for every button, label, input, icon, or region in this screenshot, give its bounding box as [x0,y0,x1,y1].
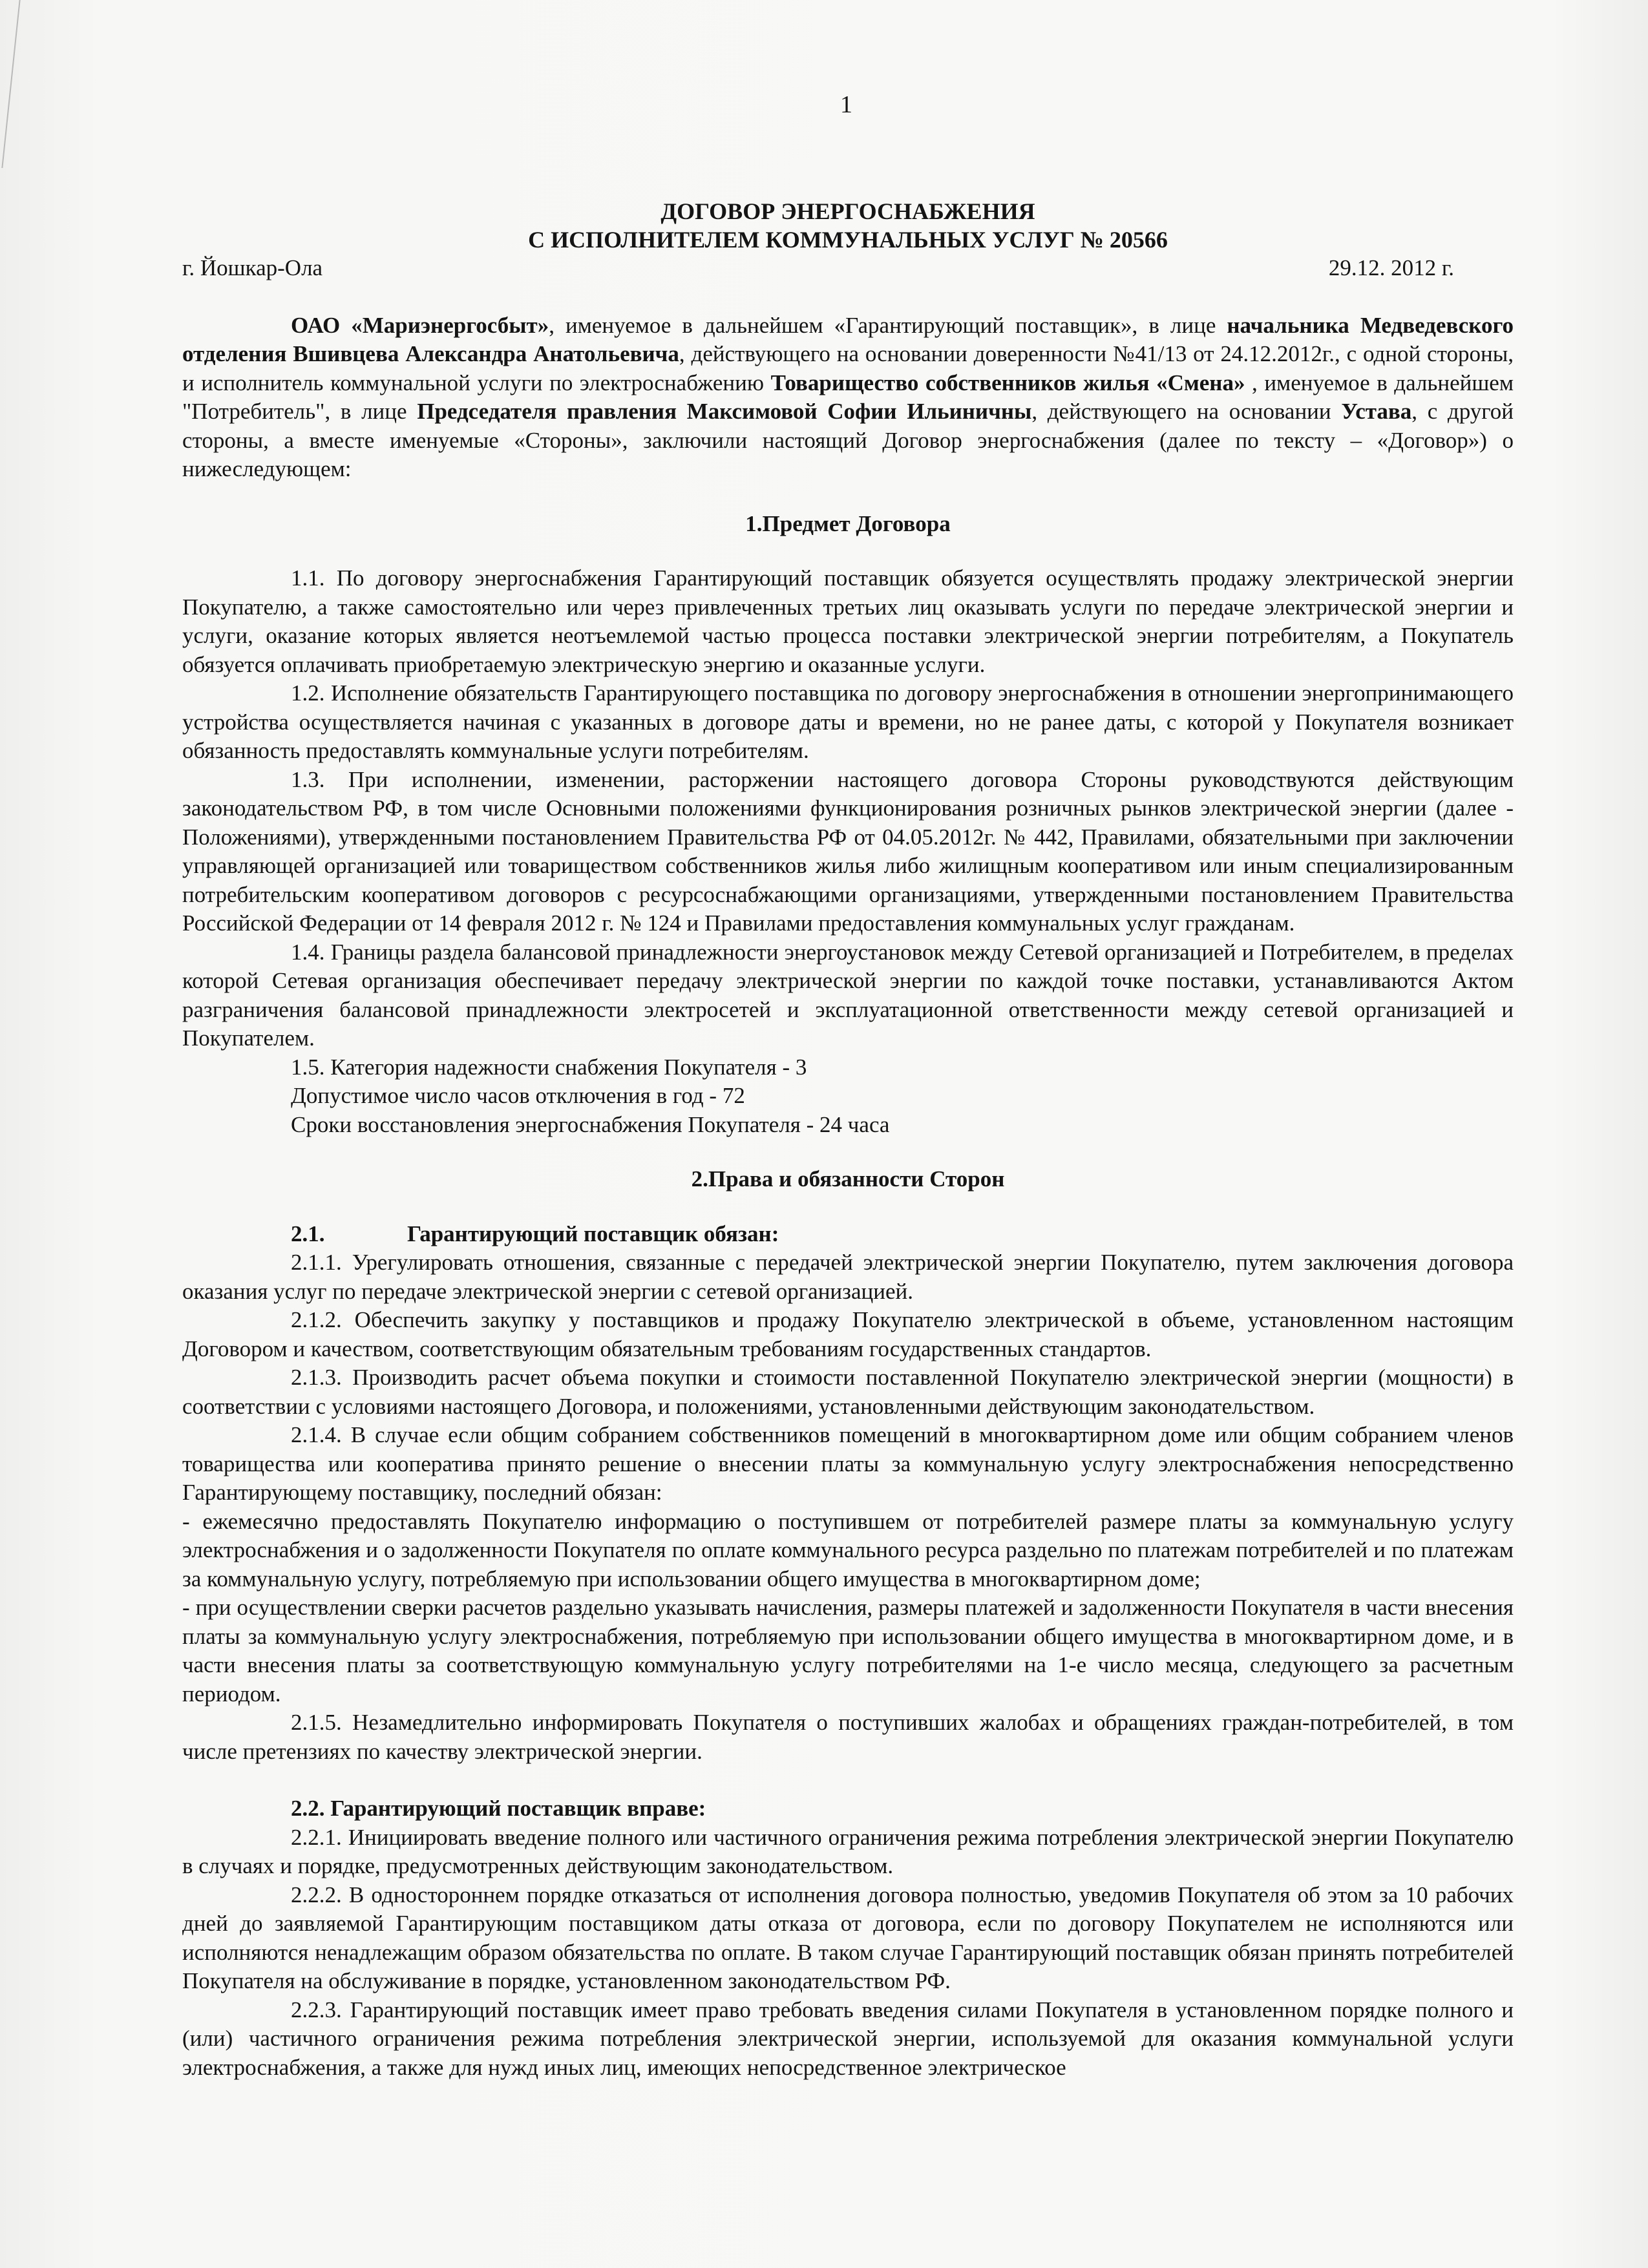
clause-1-5-restore: Сроки восстановления энергоснабжения Покупателя - 24 часа [291,1111,890,1137]
clause-2-1-1: 2.1.1. Урегулировать отношения, связанные с передачей электрической энергии Покупателю, путем заключения договора оказания услуг по передаче электрической энергии с сетевой организацией. [182,1250,1514,1304]
clause-2-1-4: 2.1.4. В случае если общим собранием собственников помещений в многоквартирном доме или общим собранием членов товарищества или кооператива принято решение о внесении платы за коммунальную услугу электроснабжения непосредственно Гарантирующему поставщику, последний обязан: [182,1422,1514,1505]
intro-paragraph: ОАО «Мариэнергосбыт», именуемое в дальнейшем «Гарантирующий поставщик», в лице начальника Медведевского отделения Вшивцева Александра Анатольевича, действующего на основании доверенности №41/13 от 24.12.2012г., с одной стороны, и исполнитель коммунальной услуги по электроснабжению Товарищество собственников жилья «Смена» , именуемое в дальнейшем "Потребитель", в лице Председателя правления Максимовой Софии Ильиничны, действующего на основании Устава, с другой стороны, а вместе именуемые «Стороны», заключили настоящий Договор энергоснабжения (далее по тексту – «Договор») о нижеследующем: [182,312,1514,481]
document-title-line-2: С ИСПОЛНИТЕЛЕМ КОММУНАЛЬНЫХ УСЛУГ № 20566 [528,227,1168,253]
basis-document: Устава [1341,399,1412,424]
contract-date: 29.12. 2012 г. [1328,255,1454,280]
clause-2-1-5: 2.1.5. Незамедлительно информировать Покупателя о поступивших жалобах и обращениях граждан-потребителей, в том числе претензиях по качеству электрической энергии. [182,1710,1514,1764]
supplier-representative: начальника Медведевского отделения Вшивцева Александра Анатольевича [182,312,1514,366]
clause-1-2: 1.2. Исполнение обязательств Гарантирующего поставщика по договору энергоснабжения в отношении энергопринимающего устройства осуществляется начиная с указанных в договоре даты и времени, но не ранее даты, с которой у Покупателя возникает обязанность предоставлять коммунальные услуги потребителям. [182,680,1514,763]
section-2-heading: 2.Права и обязанности Сторон [691,1166,1005,1192]
document-title-line-1: ДОГОВОР ЭНЕРГОСНАБЖЕНИЯ [660,198,1035,224]
document-body [182,197,1514,2082]
place-date-line [182,254,1514,283]
clause-2-1-4-item-a: - ежемесячно предоставлять Покупателю информацию о поступившем от потребителей размере платы за коммунальную услугу электроснабжения и о задолженности Покупателя по оплате коммунального ресурса раздельно по платежам потребителей и по платежам за коммунальную услугу, потребляемую при использовании общего имущества в многоквартирном доме; [182,1508,1514,1591]
clause-2-2-1: 2.2.1. Инициировать введение полного или частичного ограничения режима потребления электрической энергии Покупателю в случаях и порядке, предусмотренных действующим законодательством. [182,1824,1514,1878]
page-edge-fold [0,0,21,168]
clause-1-1: 1.1. По договору энергоснабжения Гарантирующий поставщик обязуется осуществлять продажу электрической энергии Покупателю, а также самостоятельно или через привлеченных третьих лиц оказывать услуги по передаче электрической энергии и услуги, оказание которых является неотъемлемой частью процесса поставки электрической энергии потребителям, а Покупатель обязуется оплачивать приобретаемую электрическую энергию и оказанные услуги. [182,565,1514,677]
clause-2-1-heading: 2.1. Гарантирующий поставщик обязан: [291,1221,779,1246]
clause-1-5-category: 1.5. Категория надежности снабжения Покупателя - 3 [291,1054,807,1080]
section-1-heading: 1.Предмет Договора [745,510,951,536]
clause-2-2-heading: 2.2. Гарантирующий поставщик вправе: [291,1796,706,1821]
clause-2-1-3: 2.1.3. Производить расчет объема покупки и стоимости поставленной Покупателю электрической энергии (мощности) в соответствии с условиями настоящего Договора, и положениями, установленными действующим законодательством. [182,1365,1514,1419]
consumer-name: Товарищество собственников жилья «Смена» [770,370,1245,395]
clause-1-3: 1.3. При исполнении, изменении, расторжении настоящего договора Стороны руководствуются действующим законодательством РФ, в том числе Основными положениями функционирования розничных рынков электрической энергии (далее - Положениями), утвержденными постановлением Правительства РФ от 04.05.2012г. № 442, Правилами, обязательными при заключении управляющей организацией или товариществом собственников жилья либо жилищным кооперативом или иным специализированным потребительским кооперативом договоров с ресурсоснабжающими организациями, утвержденными постановлением Правительства Российской Федерации от 14 февраля 2012 г. № 124 и Правилами предоставления коммунальных услуг гражданам. [182,766,1514,936]
clause-2-2-3: 2.2.3. Гарантирующий поставщик имеет право требовать введения силами Покупателя в установленном порядке полного и (или) частичного ограничения режима потребления электрической энергии, используемой для оказания коммунальной услуги электроснабжения, а также для нужд иных лиц, имеющих непосредственное электрическое [182,1997,1514,2080]
consumer-representative: Председателя правления Максимовой Софии Ильиничны [417,399,1032,424]
supplier-name: ОАО «Мариэнергосбыт» [291,312,549,338]
clause-2-1-4-item-b: - при осуществлении сверки расчетов раздельно указывать начисления, размеры платежей и задолженности Покупателя в части внесения платы за коммунальную услугу электроснабжения, потребляемую при использовании общего имущества в многоквартирном доме, и в части внесения платы за соответствующую коммунальную услугу потребителями на 1-е число месяца, следующего за расчетным периодом. [182,1595,1514,1706]
page-number: 1 [840,91,852,118]
city: г. Йошкар-Ола [182,255,323,280]
clause-2-2-2: 2.2.2. В одностороннем порядке отказаться от исполнения договора полностью, уведомив Покупателя об этом за 10 рабочих дней до заявляемой Гарантирующим поставщиком даты отказа от договора, если по договору Покупателем не исполняются или исполняются ненадлежащим образом обязательства по оплате. В таком случае Гарантирующий поставщик обязан принять потребителей Покупателя на обслуживание в порядке, установленном законодательством РФ. [182,1882,1514,1993]
clause-1-4: 1.4. Границы раздела балансовой принадлежности энергоустановок между Сетевой организацией и Потребителем, в пределах которой Сетевая организация обеспечивает передачу электрической энергии по каждой точке поставки, устанавливаются Актом разграничения балансовой принадлежности электросетей и эксплуатационной ответственности между сетевой организацией и Покупателем. [182,939,1514,1051]
clause-1-5-hours: Допустимое число часов отключения в год - 72 [291,1083,745,1108]
clause-2-1-2: 2.1.2. Обеспечить закупку у поставщиков и продажу Покупателю электрической в объеме, установленном настоящим Договором и качеством, соответствующим обязательным требованиям государственных стандартов. [182,1307,1514,1361]
